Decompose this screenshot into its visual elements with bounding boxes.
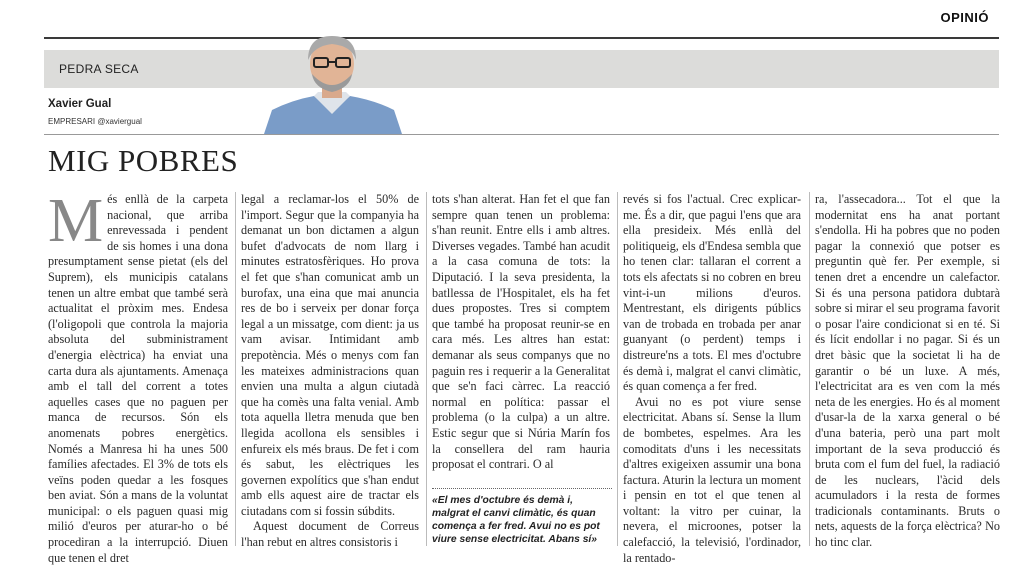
article-headline: MIG POBRES: [48, 143, 239, 178]
author-role: EMPRESARI @xaviergual: [48, 117, 142, 126]
column-1: [48, 187, 228, 566]
column-divider: [235, 192, 236, 546]
column-2: [241, 192, 419, 551]
body-text: és enllà de la carpeta nacional, que arriba enrevessada i pendent de sis homes i una dona presumptament sense pietat (els del Suprem), els municipis catalans tenen un altre embat que també serà actualitat el pròxim mes. Endesa (l'oligopoli que controla la majoria absoluta del subministrament d'energia elèctrica) ha enviat una carta dura als ajuntaments. Amenaça amb el tall del corrent a totes aquelles cases que no paguen per manca de recursos. Són els anomenats pobres energètics. Només a Manresa hi ha unes 500 famílies afectades. El 3% de tots els veïns poden quedar a les fosques ben aviat. Són a mans de la voluntat municipal: o els paguen quasi mig milió d'euros per aturar-ho o bé procediran a la interrupció. Diuen que tenen el dret: [48, 192, 228, 565]
column-5: [815, 192, 1000, 551]
pull-quote: «El mes d'octubre és demà i, malgrat el canvi climàtic, és quan comença a fer fred. Avui no es pot viure sense electricitat. Abans sí»: [432, 495, 600, 545]
column-divider: [426, 192, 427, 546]
drop-cap: M: [48, 187, 104, 255]
section-label: OPINIÓ: [940, 10, 989, 25]
pull-quote-rule: [432, 488, 612, 490]
column-banner: [44, 50, 999, 88]
column-divider: [617, 192, 618, 546]
body-text: ra, l'assecadora... Tot el que la modernitat ens ha anat portant s'endolla. Hi ha pobres que no poden pagar la connexió que potser es preguntin què fer. Per exemple, si tenen dret a encendre un calefactor. Si és una persona patidora dubtarà sobre si mirar el seu programa favorit o posar l'aire condicionat si en té. Si és lícit endollar i no pagar. Si és un dret bàsic que la societat li ha de garantir o bé un luxe. A més, l'electricitat ara es ven com la més neta de les energies. Ho és al moment d'usar-la de la xarxa general o bé d'una bateria, però una part molt important de la seva producció és bruta com el fum del fuel, la radiació de les nuclears, l'àcid dels acumuladors i la resta de formes tradicionals contaminants. Bruts o nets, aquests de la força elèctrica? No ho tinc clar.: [815, 192, 1000, 550]
column-divider: [809, 192, 810, 546]
top-rule: [44, 37, 999, 39]
column-4: [623, 192, 801, 566]
author-photo: [262, 30, 402, 134]
column-name: PEDRA SECA: [59, 62, 139, 76]
column-3: [432, 192, 610, 473]
body-text: revés si fos l'actual. Crec explicar-me. És a dir, que pagui l'ens que ara ella presideix. Més enllà del politiqueig, els d'Endesa sembla que ho tenen clar: tallaran el corrent a tots els afectats si no cobren en breu vint-i-un milions d'euros. Mentrestant, els dirigents públics van de trobada en trobada per anar guanyant (o perdent) temps i distreure'ns a tots. El mes d'octubre és demà i, malgrat el canvi climàtic, és quan comença a fer fred.: [623, 192, 801, 394]
body-text: tots s'han alterat. Han fet el que fan sempre quan tenen un problema: s'han reunit. Entre ells i amb altres. Diverses vegades. També han acudit a la casa comuna de tots: la Diputació. I la seva presidenta, la batllessa de l'Hospitalet, els ha fet dues propostes. Tres si comptem que també ha proposat reunir-se en cara més. Les altres han estat: demanar als seus companys que no paguin res i requerir a la Generalitat que se'n faci càrrec. La reacció normal en política: passar el problema (o la culpa) a un altre. Estic segur que si Núria Marín fos la consellera del ram hauria proposat el contrari. O al: [432, 192, 610, 472]
body-text: legal a reclamar-los el 50% de l'import. Segur que la companyia ha demanat un bon dictamen a algun bufet d'advocats de nom llarg i minutes estratosfèriques. Ho prova el fet que s'han comunicat amb un burofax, una eina que mai anuncia res de bo i serveix per donar força legal a un missatge, com dient: ja us vam avisar. Intimidant amb prepotència. Més o menys com fan les mateixes administracions quan envien una multa a algun ciutadà que ha comès una falta venial. Amb tota aquella lletra menuda que ben llegida acollona els sensibles i enfureix els més braus. De fet i com és sabut, les elèctriques les governen expolítics que s'han endut amb ells aquest aire de tractar els ciutadans com si fossin súbdits.: [241, 192, 419, 518]
author-name: Xavier Gual: [48, 98, 112, 110]
body-text: Avui no es pot viure sense electricitat. Abans sí. Sense la llum de bombetes, espelmes. Ara les comoditats d'uns i les necessitats d'altres exigeixen assumir una bona factura. Aturin la lectura un moment i pensin en tot el que tenen al voltant: la vitro per cuinar, la nevera, el microones, potser la calefacció, la televisió, l'ordinador, la rentado-: [623, 394, 801, 565]
body-text: Aquest document de Correus l'han rebut en altres consistoris i: [241, 519, 419, 550]
header-rule: [44, 134, 999, 135]
